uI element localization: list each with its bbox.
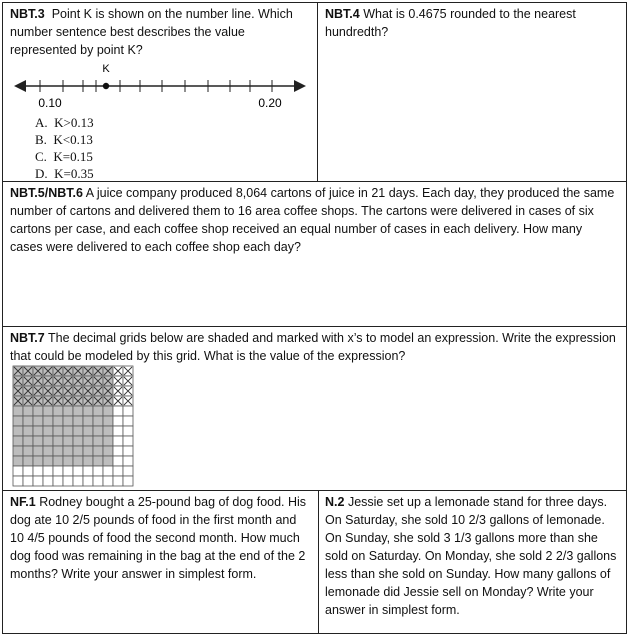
nbt56-text [10, 184, 618, 256]
grid-cell-shaded [33, 436, 43, 446]
grid-cell [53, 466, 63, 476]
nbt7-text [10, 329, 618, 365]
point-k-label: K [102, 63, 110, 75]
grid-cell [123, 436, 133, 446]
grid-cell [23, 466, 33, 476]
grid-cell-shaded [73, 416, 83, 426]
table-border-bottom [2, 633, 626, 634]
grid-cell-shaded [73, 456, 83, 466]
grid-cell-shaded [63, 436, 73, 446]
grid-cell-shaded [63, 446, 73, 456]
grid-cell-shaded [23, 406, 33, 416]
table-border-left [2, 2, 3, 634]
grid-cell-shaded [53, 436, 63, 446]
grid-cell-shaded [33, 406, 43, 416]
grid-cell-shaded [63, 416, 73, 426]
grid-cell [123, 476, 133, 486]
grid-cell [13, 476, 23, 486]
nbt7-cell [4, 327, 624, 367]
grid-cell-shaded [53, 416, 63, 426]
grid-cell-shaded [83, 406, 93, 416]
grid-cell [123, 446, 133, 456]
grid-cell-shaded [83, 446, 93, 456]
grid-cell [113, 446, 123, 456]
grid-cell-shaded [23, 416, 33, 426]
grid-cell [113, 466, 123, 476]
grid-cell-shaded [103, 426, 113, 436]
grid-cell-shaded [23, 446, 33, 456]
table-divider-top [317, 2, 318, 182]
choice-a: A. K>0.13 [35, 115, 94, 130]
grid-cell-shaded [53, 446, 63, 456]
grid-cell-shaded [43, 406, 53, 416]
grid-cell-shaded [13, 456, 23, 466]
choice-b: B. K<0.13 [35, 132, 93, 147]
grid-cell-shaded [73, 446, 83, 456]
grid-cell-shaded [13, 436, 23, 446]
n2-cell [319, 491, 625, 621]
n2-label: N.2 [325, 495, 345, 509]
grid-cell-shaded [83, 436, 93, 446]
grid-cell-shaded [23, 436, 33, 446]
point-k [103, 83, 109, 89]
grid-cell [23, 476, 33, 486]
grid-cell-shaded [103, 406, 113, 416]
nbt3-choices [35, 114, 94, 182]
grid-cell [63, 476, 73, 486]
grid-cell-shaded [63, 406, 73, 416]
tick-label-right: 0.20 [258, 96, 282, 110]
grid-cell-shaded [53, 456, 63, 466]
nf1-cell [4, 491, 317, 585]
decimal-grid [12, 365, 136, 487]
grid-cell-shaded [103, 446, 113, 456]
nf1-question: Rodney bought a 25-pound bag of dog food. His dog ate 10 2/5 pounds of food in the first month and 10 4/5 pounds of food the second month. How much dog food was remaining in the bag at the end of the 2 months? Write your answer in simplest form. [10, 495, 307, 581]
grid-cell [93, 466, 103, 476]
grid-cell [93, 476, 103, 486]
grid-cell-shaded [33, 426, 43, 436]
choice-c: C. K=0.15 [35, 149, 93, 164]
grid-cell [123, 416, 133, 426]
grid-cell-shaded [53, 426, 63, 436]
grid-cell-shaded [13, 446, 23, 456]
left-arrow [14, 80, 26, 92]
grid-cell-shaded [93, 426, 103, 436]
table-border-right [626, 2, 627, 634]
grid-cell-shaded [83, 416, 93, 426]
grid-cell-shaded [43, 436, 53, 446]
n2-text [325, 493, 619, 619]
grid-cell [73, 476, 83, 486]
grid-cell [123, 426, 133, 436]
nbt7-label: NBT.7 [10, 331, 45, 345]
grid-cell [53, 476, 63, 486]
grid-cell-shaded [103, 416, 113, 426]
grid-cell [103, 466, 113, 476]
nbt56-label: NBT.5/NBT.6 [10, 186, 83, 200]
grid-cell-shaded [23, 456, 33, 466]
nbt7-question: The decimal grids below are shaded and marked with x’s to model an expression. Write the expression that could be modeled by this grid. What is the value of the expression? [10, 331, 616, 363]
nbt3-cell [4, 3, 316, 61]
grid-cell [123, 456, 133, 466]
grid-cell [123, 406, 133, 416]
grid-cell [73, 466, 83, 476]
grid-cell [83, 466, 93, 476]
grid-cell [43, 466, 53, 476]
grid-cell-shaded [93, 406, 103, 416]
nf1-label: NF.1 [10, 495, 36, 509]
grid-cell [13, 466, 23, 476]
grid-cell-shaded [73, 406, 83, 416]
choice-d: D. K=0.35 [35, 166, 94, 181]
grid-cell-shaded [73, 426, 83, 436]
nbt4-question: What is 0.4675 rounded to the nearest hundredth? [325, 7, 576, 39]
nbt4-cell [319, 3, 625, 43]
grid-cell-shaded [23, 426, 33, 436]
grid-cell-shaded [63, 456, 73, 466]
grid-cell-shaded [43, 446, 53, 456]
grid-cell-shaded [73, 436, 83, 446]
grid-cell [113, 476, 123, 486]
grid-cell-shaded [13, 406, 23, 416]
grid-cell-shaded [43, 456, 53, 466]
grid-cell-shaded [93, 456, 103, 466]
nbt4-text [325, 5, 619, 41]
nbt56-cell [4, 182, 624, 258]
grid-cell [63, 466, 73, 476]
nbt4-label: NBT.4 [325, 7, 360, 21]
grid-cell-shaded [103, 456, 113, 466]
nbt56-question: A juice company produced 8,064 cartons of juice in 21 days. Each day, they produced the same number of cartons and delivered them to 16 area coffee shops. The cartons were delivered in cases of six cartons per case, and each coffee shop received an equal number of cases in each delivery. How many cases were delivered to each coffee shop each day? [10, 186, 615, 254]
grid-cell-shaded [83, 456, 93, 466]
grid-cell [113, 406, 123, 416]
nbt3-label: NBT.3 [10, 7, 45, 21]
grid-cell [113, 426, 123, 436]
grid-cell-shaded [33, 416, 43, 426]
grid-cell [113, 416, 123, 426]
nf1-text [10, 493, 311, 583]
number-line [10, 60, 310, 116]
grid-cell-shaded [93, 436, 103, 446]
grid-cell-shaded [63, 426, 73, 436]
nbt3-text [10, 5, 310, 59]
grid-cell [33, 476, 43, 486]
grid-cell-shaded [43, 426, 53, 436]
grid-cell-shaded [13, 426, 23, 436]
grid-cell [113, 436, 123, 446]
grid-cell-shaded [33, 456, 43, 466]
grid-cell-shaded [43, 416, 53, 426]
grid-cell [33, 466, 43, 476]
grid-cell-shaded [93, 416, 103, 426]
nbt3-question: Point K is shown on the number line. Which number sentence best describes the value represented by point K? [10, 7, 293, 57]
grid-cell [103, 476, 113, 486]
right-arrow [294, 80, 306, 92]
grid-cell-shaded [33, 446, 43, 456]
grid-cell-shaded [93, 446, 103, 456]
grid-cell-shaded [13, 416, 23, 426]
grid-cell-shaded [83, 426, 93, 436]
grid-cell [43, 476, 53, 486]
grid-cell-shaded [103, 436, 113, 446]
n2-question: Jessie set up a lemonade stand for three days. On Saturday, she sold 10 2/3 gallons of lemonade. On Sunday, she sold 3 1/3 gallons more than she sold on Saturday. On Monday, she sold 2 2/3 gallons less than she sold on Sunday. How many gallons of lemonade did Jessie sell on Monday? Write your answer in simplest form. [325, 495, 617, 617]
grid-cell [83, 476, 93, 486]
grid-cell [123, 466, 133, 476]
tick-label-left: 0.10 [38, 96, 62, 110]
grid-cell [113, 456, 123, 466]
grid-cell-shaded [53, 406, 63, 416]
